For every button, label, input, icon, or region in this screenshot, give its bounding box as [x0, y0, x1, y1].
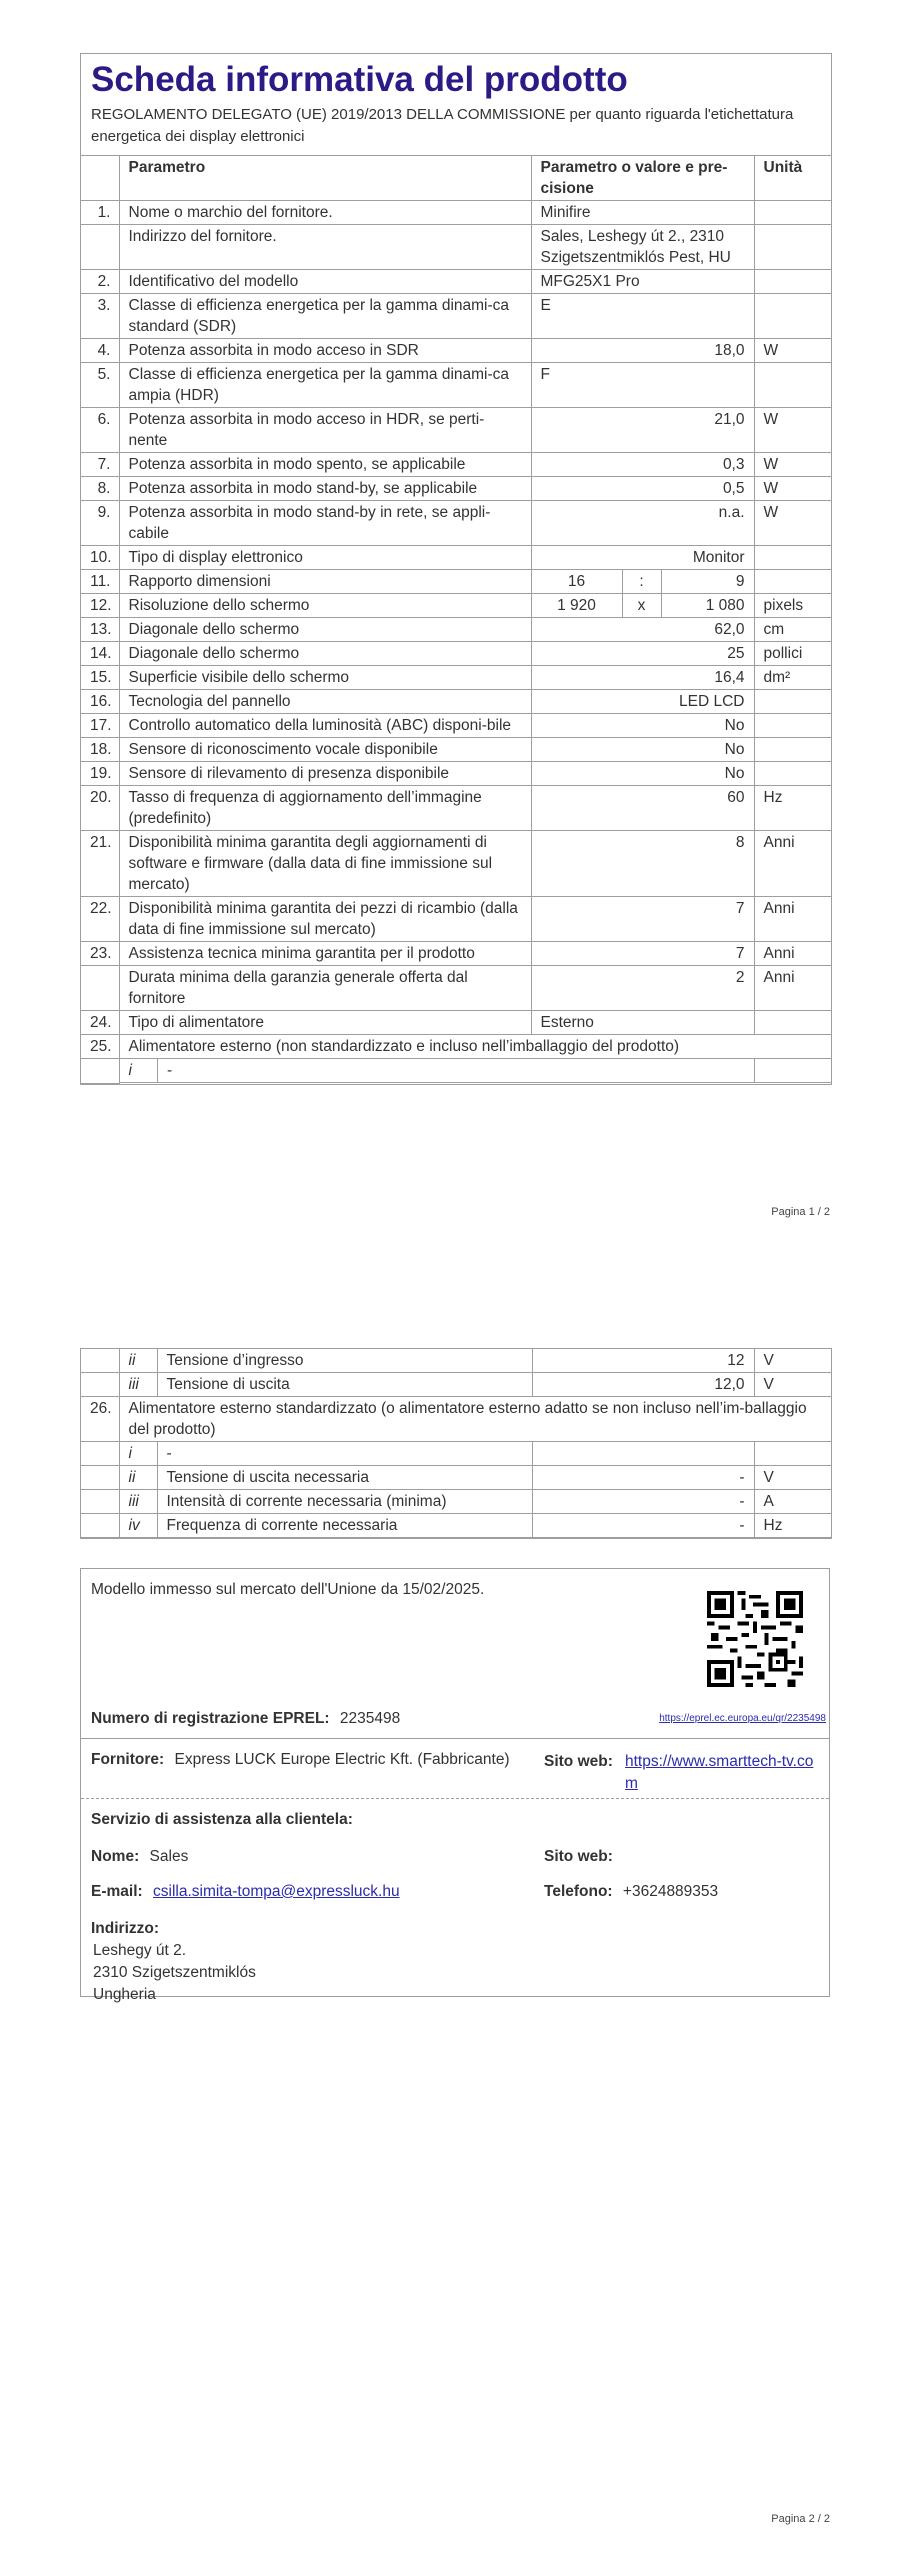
row-number: 9. — [81, 501, 119, 546]
website-label: Sito web: — [544, 1753, 613, 1770]
row-number: 18. — [81, 738, 119, 762]
unit: A — [754, 1490, 831, 1514]
parameter-value: 0,5 — [531, 477, 754, 501]
table-row — [81, 546, 831, 570]
parameter-name: Disponibilità minima garantita dei pezzi di ricambio (dalla data di fine immissione sul mercato) — [119, 897, 531, 942]
parameter-name: Identificativo del modello — [119, 270, 531, 294]
parameter-name: Durata minima della garanzia generale offerta dal fornitore — [119, 966, 531, 1011]
parameter-name: Superficie visibile dello schermo — [119, 666, 531, 690]
service-website-label: Sito web: — [544, 1848, 613, 1865]
table-subrow — [81, 1373, 831, 1397]
unit — [754, 225, 831, 270]
subrow-index: iii — [119, 1490, 157, 1514]
param-column-header: Parametro — [119, 156, 531, 201]
table-row — [81, 501, 831, 546]
table-subrow — [81, 1466, 831, 1490]
row-number: 3. — [81, 294, 119, 339]
parameter-value: 25 — [531, 642, 754, 666]
parameter-value: Monitor — [531, 546, 754, 570]
parameter-name: Potenza assorbita in modo acceso in SDR — [119, 339, 531, 363]
table-row — [81, 666, 831, 690]
row-number: 24. — [81, 1011, 119, 1035]
unit — [754, 546, 831, 570]
value-column-header: Parametro o valore e pre-cisione — [531, 156, 754, 201]
unit: W — [754, 501, 831, 546]
email-link[interactable]: csilla.simita-tompa@expressluck.hu — [153, 1883, 400, 1900]
parameter-name: Diagonale dello schermo — [119, 618, 531, 642]
unit: pollici — [754, 642, 831, 666]
parameter-value: 21,0 — [531, 408, 754, 453]
table-row — [81, 618, 831, 642]
row-number: 1. — [81, 201, 119, 225]
row-number: 14. — [81, 642, 119, 666]
parameter-value: 2 — [531, 966, 754, 1011]
parameter-name: Classe di efficienza energetica per la gamma dinami-ca standard (SDR) — [119, 294, 531, 339]
table-row — [81, 831, 831, 897]
unit: Anni — [754, 831, 831, 897]
parameter-value: 7 — [531, 942, 754, 966]
row-number: 6. — [81, 408, 119, 453]
subrow-index: iii — [119, 1373, 157, 1397]
subrow-value: 12 — [532, 1349, 754, 1373]
parameter-name: Potenza assorbita in modo stand-by, se applicabile — [119, 477, 531, 501]
parameter-value: n.a. — [531, 501, 754, 546]
row-number — [81, 225, 119, 270]
row-number: 12. — [81, 594, 119, 618]
subrow-label: Tensione di uscita — [157, 1373, 532, 1397]
table-row — [81, 594, 831, 618]
phone-label: Telefono: — [544, 1883, 613, 1900]
parameter-value: 0,3 — [531, 453, 754, 477]
unit: Hz — [754, 786, 831, 831]
row-number: 20. — [81, 786, 119, 831]
parameter-name: Tecnologia del pannello — [119, 690, 531, 714]
row-text: Alimentatore esterno standardizzato (o alimentatore esterno adatto se non incluso nell’im-ballaggio del prodotto) — [119, 1397, 831, 1442]
unit: Anni — [754, 897, 831, 942]
table-row — [81, 966, 831, 1011]
unit — [754, 294, 831, 339]
address-label: Indirizzo: — [91, 1920, 160, 1937]
parameter-name: Potenza assorbita in modo stand-by in rete, se appli-cabile — [119, 501, 531, 546]
page-title: Scheda informativa del prodotto — [91, 60, 628, 99]
parameter-value: Minifire — [531, 201, 754, 225]
parameter-value: F — [531, 363, 754, 408]
website-link[interactable]: https://www.smarttech-tv.com — [625, 1753, 814, 1792]
parameter-name: Tasso di frequenza di aggiornamento dell’immagine (predefinito) — [119, 786, 531, 831]
customer-service-title: Servizio di assistenza alla clientela: — [91, 1811, 353, 1828]
eprel-link[interactable]: https://eprel.ec.europa.eu/qr/2235498 — [659, 1713, 826, 1724]
table-subrow — [81, 1442, 831, 1466]
unit — [754, 570, 831, 594]
unit — [754, 690, 831, 714]
table-row — [81, 570, 831, 594]
unit: pixels — [754, 594, 831, 618]
divider — [81, 1738, 829, 1739]
unit: Anni — [754, 942, 831, 966]
unit — [754, 762, 831, 786]
table-row — [81, 225, 831, 270]
parameter-name: Assistenza tecnica minima garantita per il prodotto — [119, 942, 531, 966]
parameter-name: Disponibilità minima garantita degli aggiornamenti di software e firmware (dalla data di fine immissione sul mercato) — [119, 831, 531, 897]
parameter-name: Sensore di riconoscimento vocale disponibile — [119, 738, 531, 762]
row-number: 7. — [81, 453, 119, 477]
table-subrow — [81, 1514, 831, 1538]
parameter-name: Tipo di alimentatore — [119, 1011, 531, 1035]
row-number: 11. — [81, 570, 119, 594]
table-row-26 — [81, 1397, 831, 1442]
parameter-value: No — [531, 762, 754, 786]
unit: V — [754, 1373, 831, 1397]
parameter-name: Diagonale dello schermo — [119, 642, 531, 666]
table-row — [81, 738, 831, 762]
address-block — [91, 1918, 256, 2006]
row-number — [81, 966, 119, 1011]
value-part: 1 920 — [531, 594, 622, 618]
product-information-sheet — [80, 53, 832, 1085]
parameter-value: 18,0 — [531, 339, 754, 363]
unit — [754, 1442, 831, 1466]
table-row — [81, 477, 831, 501]
unit: dm² — [754, 666, 831, 690]
subrow-index: ii — [119, 1349, 157, 1373]
parameter-name: Indirizzo del fornitore. — [119, 225, 531, 270]
table-row — [81, 690, 831, 714]
row-number: 13. — [81, 618, 119, 642]
subrow-value: - — [532, 1490, 754, 1514]
unit: V — [754, 1466, 831, 1490]
parameter-name: Tipo di display elettronico — [119, 546, 531, 570]
phone-number: +3624889353 — [622, 1883, 719, 1900]
table-row — [81, 762, 831, 786]
supplier-label: Fornitore: — [91, 1751, 165, 1768]
value-part: 9 — [661, 570, 754, 594]
parameter-name: Rapporto dimensioni — [119, 570, 531, 594]
unit — [754, 1011, 831, 1035]
value-separator: x — [622, 594, 661, 618]
parameter-value: No — [531, 738, 754, 762]
unit: W — [754, 477, 831, 501]
table-row — [81, 1011, 831, 1035]
parameter-value: 16,4 — [531, 666, 754, 690]
unit: V — [754, 1349, 831, 1373]
table-row — [81, 201, 831, 225]
eprel-label: Numero di registrazione EPREL: — [91, 1710, 330, 1727]
table-row — [81, 294, 831, 339]
parameter-value: Esterno — [531, 1011, 754, 1035]
row-number: 21. — [81, 831, 119, 897]
row-number: 10. — [81, 546, 119, 570]
row-number: 2. — [81, 270, 119, 294]
market-date: Modello immesso sul mercato dell'Unione da 15/02/2025. — [91, 1581, 485, 1598]
row-number: 17. — [81, 714, 119, 738]
page-number: Pagina 2 / 2 — [771, 2513, 830, 2525]
row-number: 16. — [81, 690, 119, 714]
unit — [754, 738, 831, 762]
subrow-index: i — [120, 1059, 158, 1083]
name-label: Nome: — [91, 1848, 140, 1865]
row-text: Alimentatore esterno (non standardizzato e incluso nell’imballaggio del prodotto) — [119, 1035, 831, 1059]
parameter-value: MFG25X1 Pro — [531, 270, 754, 294]
subrow-value: - — [532, 1514, 754, 1538]
parameter-value: E — [531, 294, 754, 339]
subrow-value — [532, 1442, 754, 1466]
subrow-index: ii — [119, 1466, 157, 1490]
parameter-value: 7 — [531, 897, 754, 942]
subrow-label: - — [157, 1442, 532, 1466]
subrow-label: Frequenza di corrente necessaria — [157, 1514, 532, 1538]
value-part: 16 — [531, 570, 622, 594]
parameter-name: Potenza assorbita in modo spento, se applicabile — [119, 453, 531, 477]
table-row — [81, 642, 831, 666]
parameter-name: Risoluzione dello schermo — [119, 594, 531, 618]
unit: W — [754, 408, 831, 453]
parameter-value: No — [531, 714, 754, 738]
row-number: 15. — [81, 666, 119, 690]
unit: W — [754, 339, 831, 363]
table-row — [81, 339, 831, 363]
sheet-header — [81, 54, 831, 156]
parameter-name: Potenza assorbita in modo acceso in HDR, se perti-nente — [119, 408, 531, 453]
subrow-value: - — [532, 1466, 754, 1490]
subrow-index: iv — [119, 1514, 157, 1538]
row-number: 4. — [81, 339, 119, 363]
unit — [754, 270, 831, 294]
address-line: Leshegy út 2. — [93, 1942, 187, 1959]
row-number: 25. — [81, 1035, 119, 1059]
parameter-name: Nome o marchio del fornitore. — [119, 201, 531, 225]
table-row — [81, 786, 831, 831]
table-row — [81, 270, 831, 294]
value-part: 1 080 — [661, 594, 754, 618]
unit — [754, 714, 831, 738]
contact-name: Sales — [149, 1848, 189, 1865]
value-separator: : — [622, 570, 661, 594]
parameter-value: 62,0 — [531, 618, 754, 642]
parameter-value: Sales, Leshegy út 2., 2310 Szigetszentmiklós Pest, HU — [531, 225, 754, 270]
parameter-name: Classe di efficienza energetica per la gamma dinami-ca ampia (HDR) — [119, 363, 531, 408]
table-row — [81, 714, 831, 738]
table-row — [81, 363, 831, 408]
table-row — [81, 408, 831, 453]
parameter-value: 8 — [531, 831, 754, 897]
unit-column-header: Unità — [754, 156, 831, 201]
row-number: 22. — [81, 897, 119, 942]
parameter-value: LED LCD — [531, 690, 754, 714]
subrow-label: Intensità di corrente necessaria (minima) — [157, 1490, 532, 1514]
row-number: 8. — [81, 477, 119, 501]
row-number: 19. — [81, 762, 119, 786]
dashed-divider — [81, 1798, 829, 1799]
address-line: Ungheria — [93, 1986, 156, 2003]
unit — [754, 201, 831, 225]
parameter-name: Controllo automatico della luminosità (ABC) disponi-bile — [119, 714, 531, 738]
power-supply-table — [80, 1348, 832, 1539]
eprel-number: 2235498 — [339, 1710, 401, 1727]
table-subrow — [81, 1349, 831, 1373]
unit: Anni — [754, 966, 831, 1011]
subrow-label: Tensione di uscita necessaria — [157, 1466, 532, 1490]
page-number: Pagina 1 / 2 — [771, 1206, 830, 1218]
email-label: E-mail: — [91, 1883, 143, 1900]
regulation-subtitle: REGOLAMENTO DELEGATO (UE) 2019/2013 DELLA COMMISSIONE per quanto riguarda l'etichettatura energetica dei display elettronici — [91, 106, 794, 145]
table-row-25 — [81, 1035, 831, 1059]
table-row — [81, 453, 831, 477]
unit — [754, 363, 831, 408]
row-number: 23. — [81, 942, 119, 966]
address-line: 2310 Szigetszentmiklós — [93, 1964, 256, 1981]
subrow-label: - — [158, 1059, 755, 1083]
table-subrow — [81, 1490, 831, 1514]
product-info-box — [80, 1568, 830, 2003]
table-row — [81, 897, 831, 942]
unit: W — [754, 453, 831, 477]
subrow-value: 12,0 — [532, 1373, 754, 1397]
subrow-label: Tensione d’ingresso — [157, 1349, 532, 1373]
table-header-row — [81, 156, 831, 201]
parameter-name: Sensore di rilevamento di presenza disponibile — [119, 762, 531, 786]
table-row — [81, 942, 831, 966]
unit: cm — [754, 618, 831, 642]
table-subrow — [81, 1059, 831, 1084]
parameters-table — [81, 156, 831, 1084]
qr-code-icon — [707, 1591, 803, 1687]
supplier-name: Express LUCK Europe Electric Kft. (Fabbricante) — [174, 1751, 510, 1768]
unit: Hz — [754, 1514, 831, 1538]
parameter-value: 60 — [531, 786, 754, 831]
row-number: 26. — [81, 1397, 119, 1442]
subrow-index: i — [119, 1442, 157, 1466]
row-number: 5. — [81, 363, 119, 408]
